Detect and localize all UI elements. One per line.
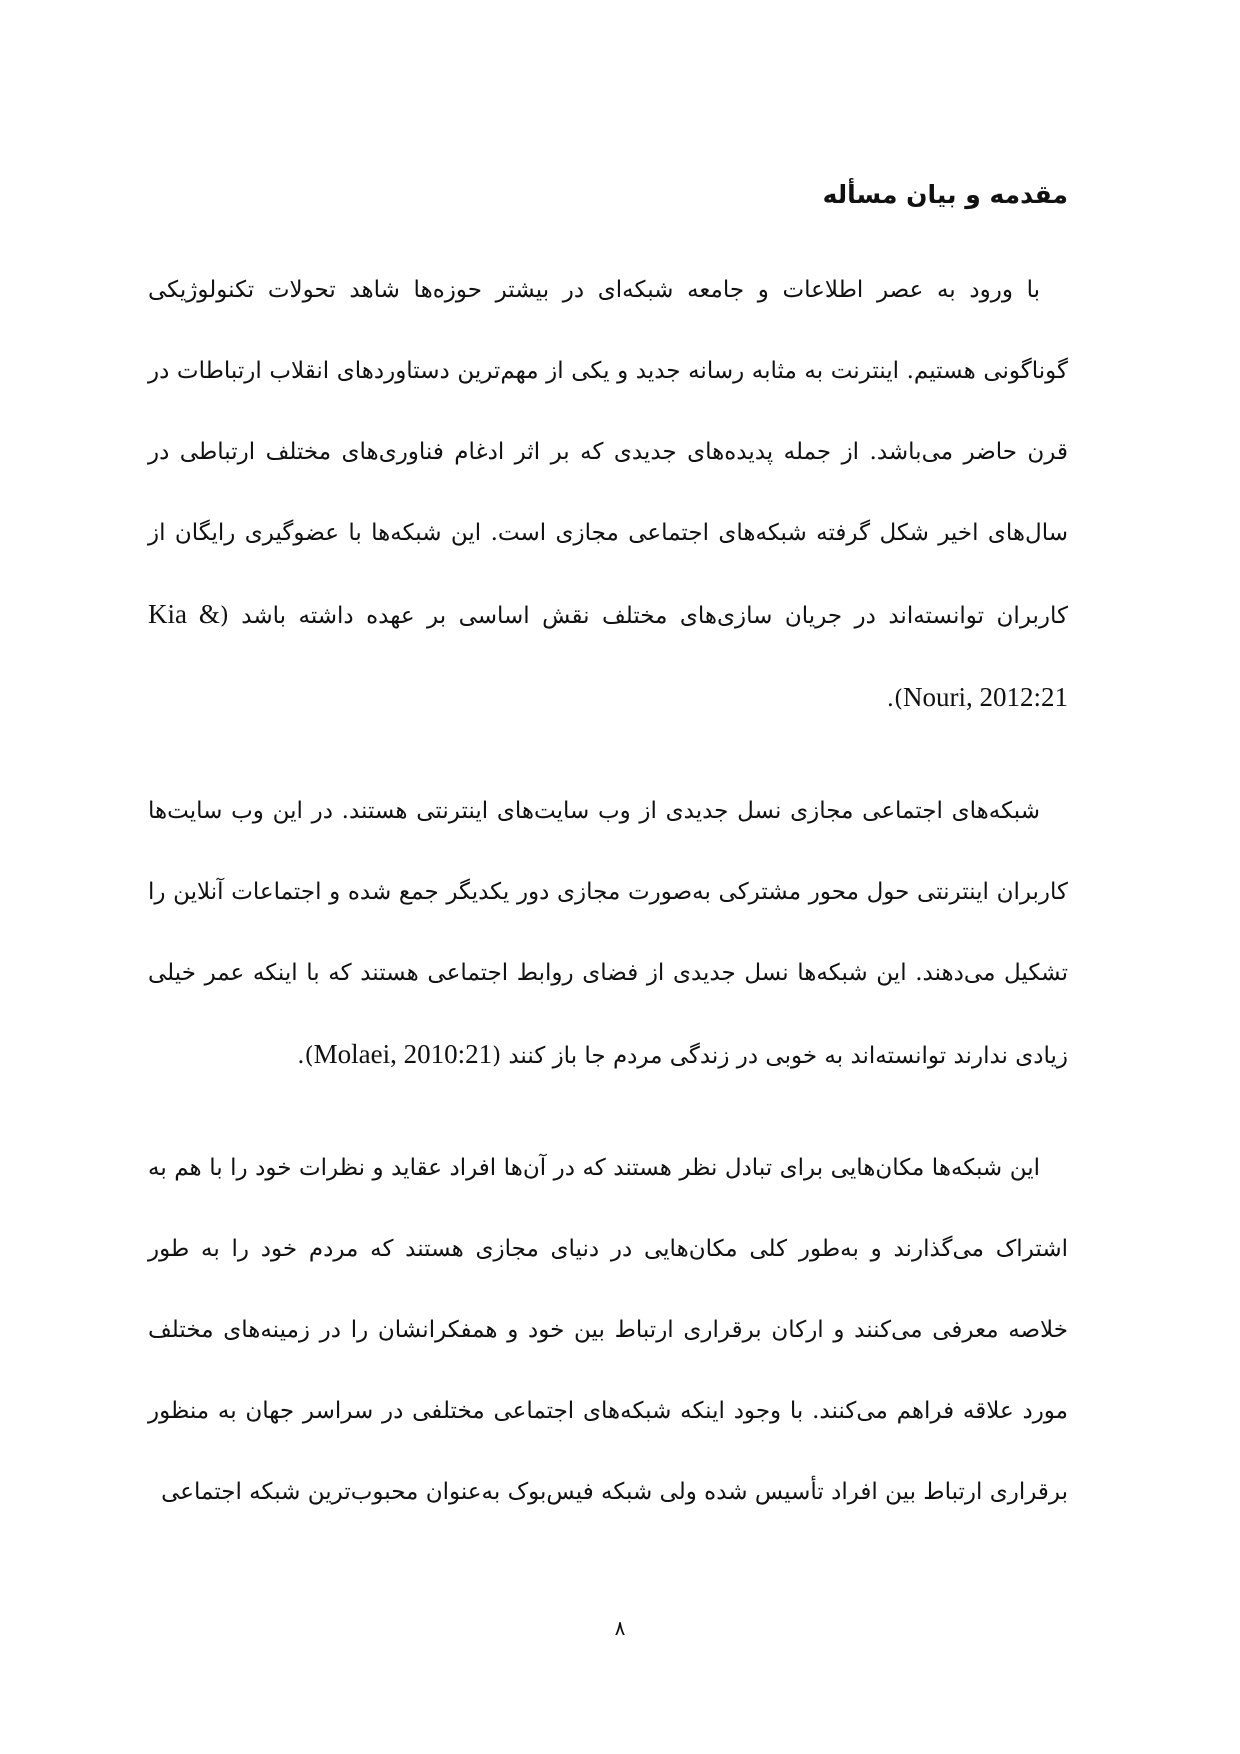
section-heading: مقدمه و بیان مسأله <box>822 180 1068 209</box>
paragraph-1-end: ). <box>886 686 903 712</box>
paragraph-2 <box>148 771 1068 1097</box>
page-content <box>148 178 1068 1564</box>
paragraph-1-citation: Kia & Nouri, 2012:21 <box>148 599 1068 712</box>
paragraph-3 <box>148 1128 1068 1533</box>
paragraph-2-text: شبکه‌های اجتماعی مجازی نسل جدیدی از وب سایت‌های اینترنتی هستند. در این وب سایت‌ها کاربران اینترنتی حول محور مشترکی به‌صورت مجازی دور یکدیگر جمع شده و اجتماعات آنلاین را تشکیل می‌دهند. این شبکه‌ها نسل جدیدی از فضای روابط اجتماعی هستند که با اینکه عمر خیلی زیادی ندارند توانسته‌اند به خوبی در زندگی مردم جا باز کنند ( <box>148 798 1068 1069</box>
paragraph-2-citation: Molaei, 2010:21 <box>313 1039 493 1069</box>
paragraph-1 <box>148 250 1068 740</box>
paragraph-3-text: این شبکه‌ها مکان‌هایی برای تبادل نظر هستند که در آن‌ها افراد عقاید و نظرات خود را با هم به اشتراک می‌گذارند و به‌طور کلی مکان‌هایی در دنیای مجازی هستند که مردم خود را به طور خلاصه معرفی می‌کنند و ارکان برقراری ارتباط بین خود و همفکرانشان را در زمینه‌های مختلف مورد علاقه فراهم می‌کنند. با وجود اینکه شبکه‌های اجتماعی مختلفی در سراسر جهان به منظور برقراری ارتباط بین افراد تأسیس شده ولی شبکه فیس‌بوک به‌عنوان محبوب‌ترین شبکه اجتماعی <box>148 1155 1068 1505</box>
page-number: ۸ <box>614 1616 626 1640</box>
paragraph-2-end: ). <box>297 1043 314 1069</box>
paragraph-1-text: با ورود به عصر اطلاعات و جامعه شبکه‌ای در بیشتر حوزه‌ها شاهد تحولات تکنولوژیکی گوناگونی هستیم. اینترنت به مثابه رسانه جدید و یکی از مهم‌ترین دستاوردهای انقلاب ارتباطات در قرن حاضر می‌باشد. از جمله پدیده‌های جدیدی که بر اثر ادغام فناوری‌های مختلف ارتباطی در سال‌های اخیر شکل گرفته شبکه‌های اجتماعی مجازی است. این شبکه‌ها با عضوگیری رایگان از کاربران توانسته‌اند در جریان سازی‌های مختلف نقش اساسی بر عهده داشته باشد ( <box>148 277 1068 629</box>
